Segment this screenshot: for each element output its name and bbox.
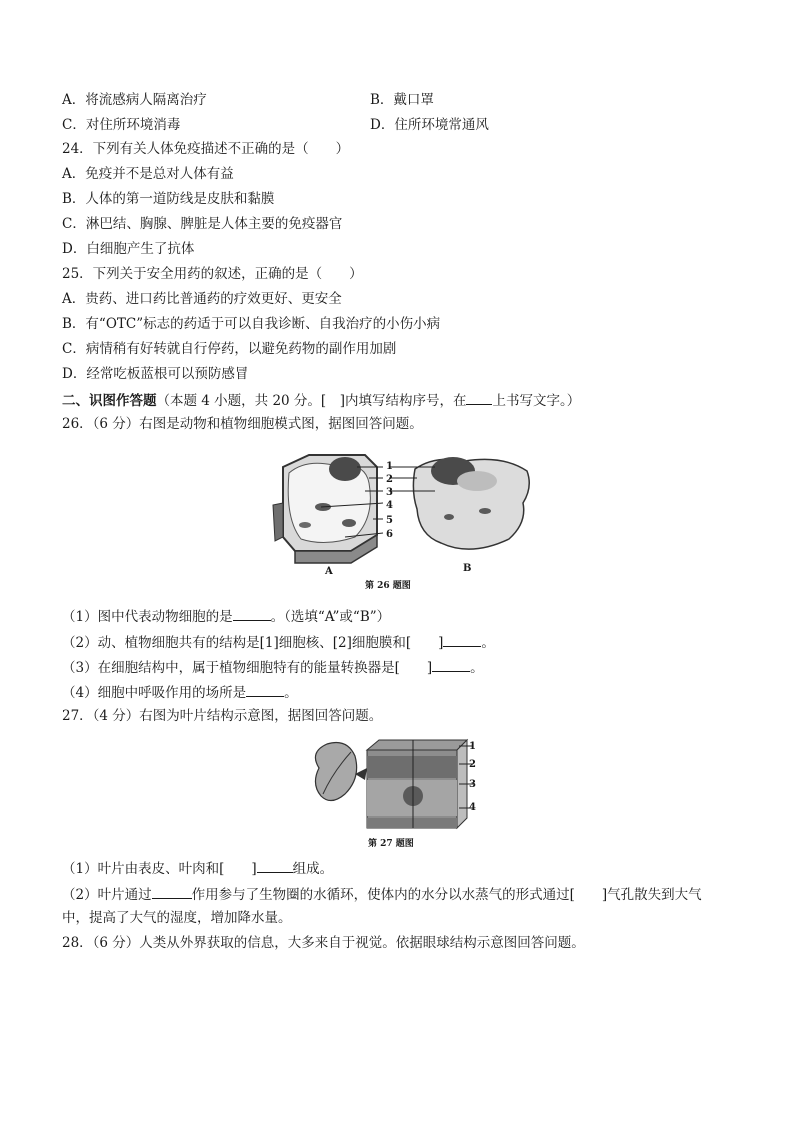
q28-stem: 28．（6 分）人类从外界获取的信息，大多来自于视觉。依据眼球结构示意图回答问题。 bbox=[62, 935, 585, 951]
q23-option-a: A．将流感病人隔离治疗 bbox=[62, 92, 207, 108]
answer-blank bbox=[246, 682, 284, 697]
q24-option-c: C．淋巴结、胸腺、脾脏是人体主要的免疫器官 bbox=[62, 216, 343, 232]
q23-option-b: B．戴口罩 bbox=[370, 92, 434, 108]
q26-sub-1-tail: 。（选填“A”或“B”） bbox=[270, 609, 391, 625]
section-desc-2: 上书写文字。） bbox=[492, 393, 581, 409]
section-desc-1: （本题 4 小题，共 20 分。[ ]内填写结构序号，在 bbox=[156, 393, 467, 409]
q24-option-b: B．人体的第一道防线是皮肤和黏膜 bbox=[62, 191, 275, 207]
cell-diagram-figure bbox=[265, 447, 535, 579]
q26-sub-2 bbox=[62, 632, 495, 652]
q27-sub-1-tail: 组成。 bbox=[292, 861, 334, 877]
plant-cell-illustration bbox=[273, 455, 383, 563]
q26-sub-4-text: （4）细胞中呼吸作用的场所是 bbox=[62, 685, 247, 701]
q24-stem: 24．下列有关人体免疫描述不正确的是（ ） bbox=[62, 141, 350, 157]
q27-sub-2 bbox=[62, 884, 702, 904]
q27-sub-1 bbox=[62, 858, 333, 878]
q27-label-2: 2 bbox=[469, 759, 476, 770]
q26-sub-2-tail: 。 bbox=[481, 635, 495, 651]
q26-label-3: 3 bbox=[386, 487, 393, 498]
q26-label-1: 1 bbox=[386, 461, 393, 472]
q25-option-d: D．经常吃板蓝根可以预防感冒 bbox=[62, 366, 249, 382]
q27-sub-1-text: （1）叶片由表皮、叶肉和[ ] bbox=[62, 861, 257, 877]
q26-sub-1-text: （1）图中代表动物细胞的是 bbox=[62, 609, 233, 625]
q26-sub-2-text: （2）动、植物细胞共有的结构是[1]细胞核、[2]细胞膜和[ ] bbox=[62, 635, 444, 651]
q26-sub-4 bbox=[62, 682, 298, 702]
answer-blank bbox=[257, 858, 293, 873]
q27-stem: 27．（4 分）右图为叶片结构示意图，据图回答问题。 bbox=[62, 708, 383, 724]
leaf-diagram-figure bbox=[305, 734, 475, 830]
q27-sub-2-text: （2）叶片通过 bbox=[62, 887, 152, 903]
q24-option-d: D．白细胞产生了抗体 bbox=[62, 241, 195, 257]
q27-figure-caption: 第 27 题图 bbox=[368, 839, 414, 849]
q26-figure-label-a: A bbox=[325, 566, 333, 577]
q27-sub-2-continued: 中，提高了大气的湿度，增加降水量。 bbox=[62, 910, 292, 926]
leaf-cross-section bbox=[367, 740, 473, 828]
q27-label-3: 3 bbox=[469, 779, 476, 790]
q25-option-a: A．贵药、进口药比普通药的疗效更好、更安全 bbox=[62, 291, 342, 307]
q26-label-4: 4 bbox=[386, 500, 393, 511]
leaf-illustration bbox=[315, 743, 367, 801]
section-title: 二、识图作答题 bbox=[62, 393, 157, 409]
q26-sub-4-tail: 。 bbox=[284, 685, 298, 701]
q25-stem: 25．下列关于安全用药的叙述，正确的是（ ） bbox=[62, 266, 363, 282]
answer-blank bbox=[233, 606, 271, 621]
q26-figure-caption: 第 26 题图 bbox=[365, 581, 411, 591]
q26-label-5: 5 bbox=[386, 515, 393, 526]
q26-sub-3 bbox=[62, 657, 484, 677]
q26-stem: 26．（6 分）右图是动物和植物细胞模式图，据图回答问题。 bbox=[62, 416, 423, 432]
q26-label-2: 2 bbox=[386, 474, 393, 485]
section-heading bbox=[62, 390, 580, 410]
q24-option-a: A．免疫并不是总对人体有益 bbox=[62, 166, 234, 182]
q27-sub-2-tail: 作用参与了生物圈的水循环，使体内的水分以水蒸气的形式通过[ ]气孔散失到大气 bbox=[191, 887, 702, 903]
q27-label-4: 4 bbox=[469, 802, 476, 813]
q27-label-1: 1 bbox=[469, 741, 476, 752]
q25-option-c: C．病情稍有好转就自行停药，以避免药物的副作用加剧 bbox=[62, 341, 397, 357]
q23-option-c: C．对住所环境消毒 bbox=[62, 117, 181, 133]
answer-blank bbox=[466, 390, 492, 405]
q26-label-6: 6 bbox=[386, 529, 393, 540]
q26-figure-label-b: B bbox=[463, 563, 472, 574]
answer-blank bbox=[432, 657, 470, 672]
answer-blank bbox=[443, 632, 481, 647]
q25-option-b: B．有“OTC”标志的药适于可以自我诊断、自我治疗的小伤小病 bbox=[62, 316, 441, 332]
answer-blank bbox=[152, 884, 192, 899]
q26-sub-3-text: （3）在细胞结构中，属于植物细胞特有的能量转换器是[ ] bbox=[62, 660, 433, 676]
q23-option-d: D．住所环境常通风 bbox=[370, 117, 489, 133]
q26-sub-3-tail: 。 bbox=[470, 660, 484, 676]
q26-sub-1 bbox=[62, 606, 390, 626]
animal-cell-illustration bbox=[389, 457, 529, 549]
